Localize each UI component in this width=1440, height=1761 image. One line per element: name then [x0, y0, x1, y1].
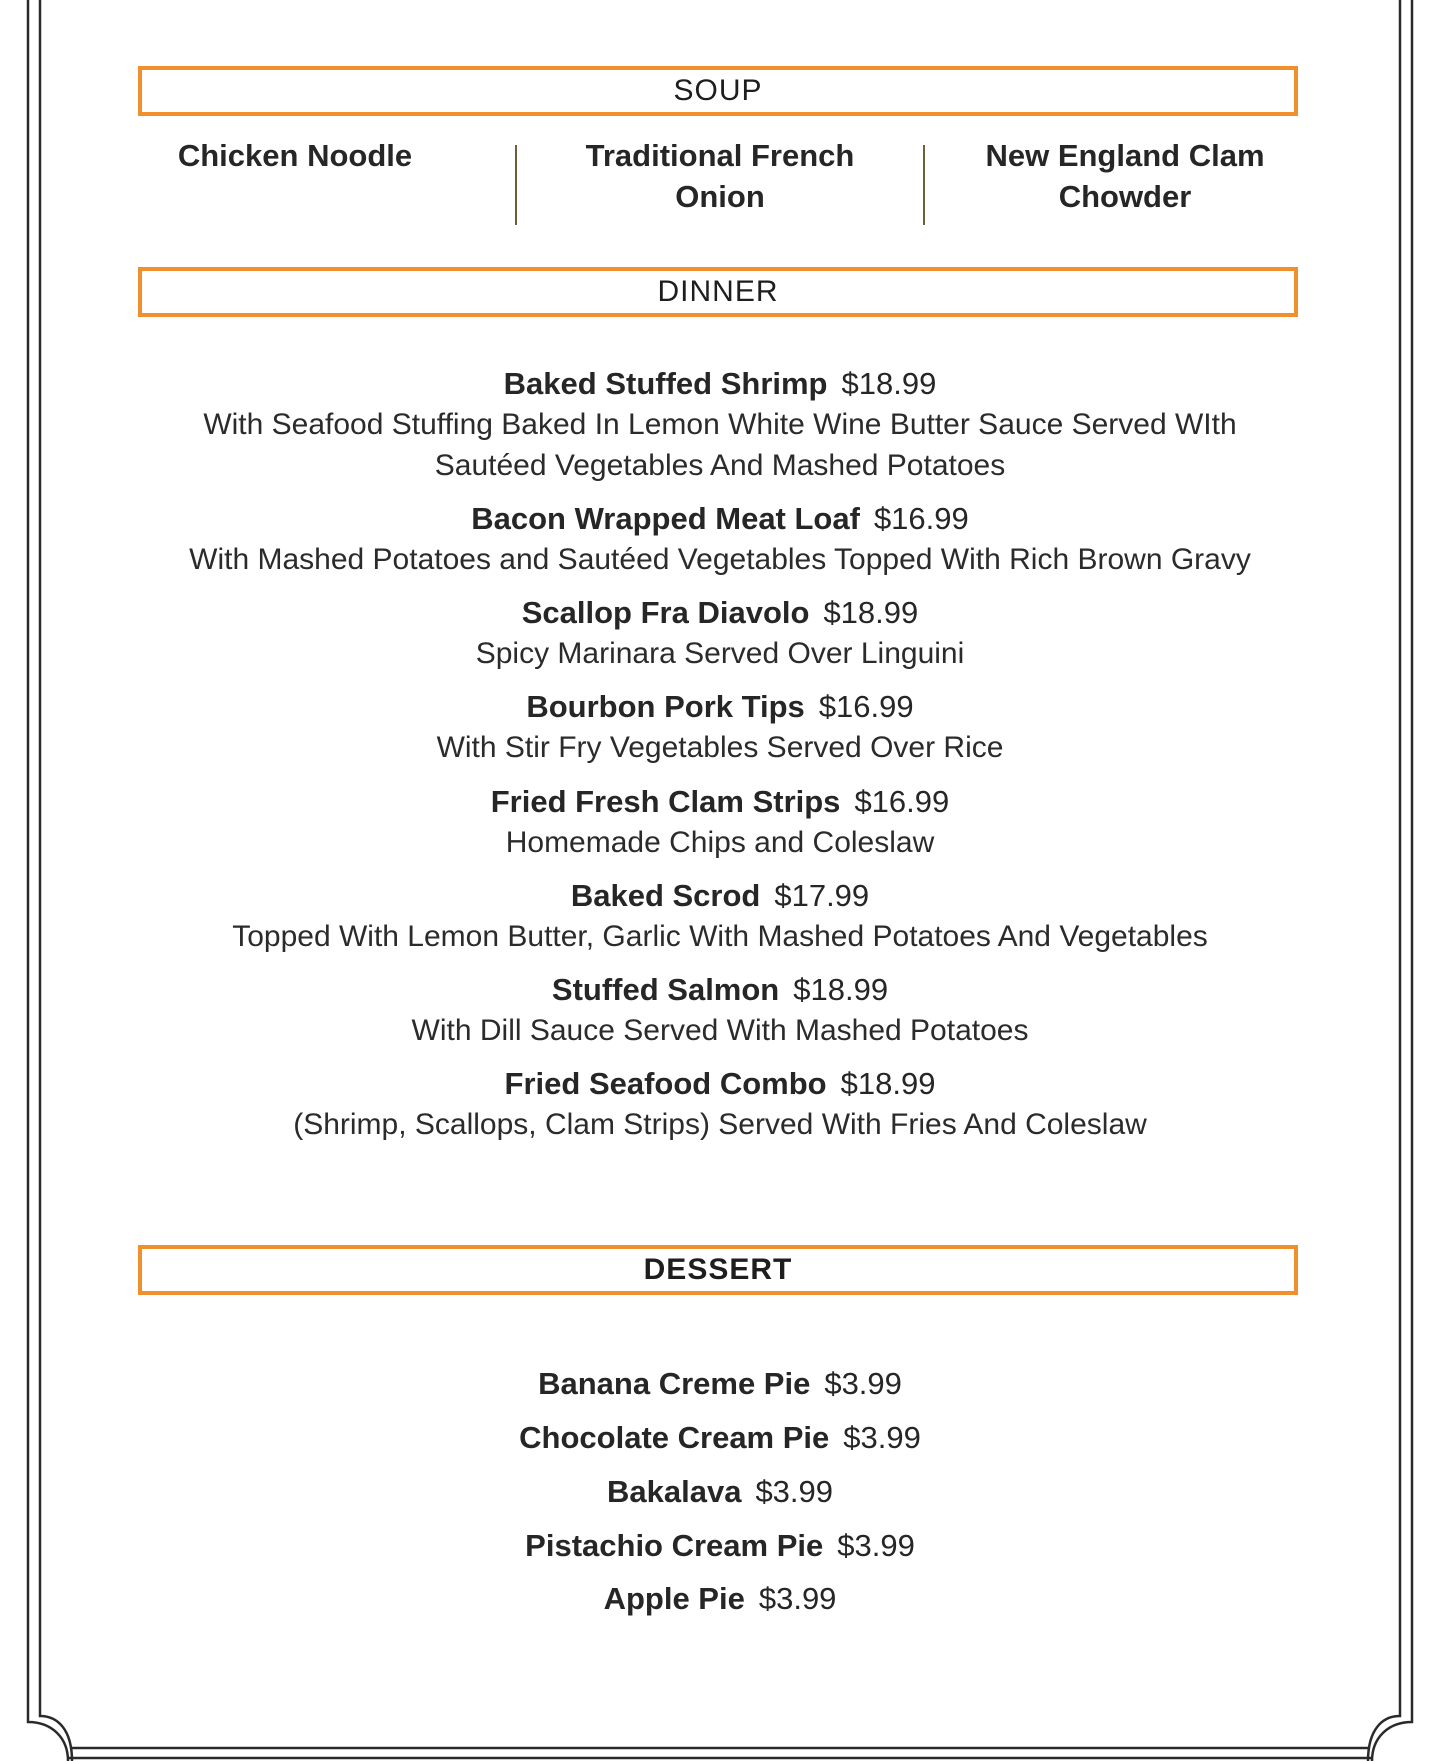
- soup-list: [130, 135, 1310, 225]
- dinner-item-name: Bacon Wrapped Meat Loaf: [471, 501, 860, 536]
- dinner-item: [130, 970, 1310, 1051]
- dinner-item-name: Fried Fresh Clam Strips: [490, 784, 841, 819]
- dessert-item-name: Bakalava: [606, 1474, 742, 1509]
- dinner-item-name: Fried Seafood Combo: [504, 1066, 827, 1101]
- dessert-item: [130, 1472, 1310, 1512]
- dinner-item: [130, 687, 1310, 768]
- dessert-item-price: $3.99: [824, 1366, 902, 1401]
- soup-section-title: SOUP: [673, 74, 763, 107]
- dinner-item: [130, 364, 1310, 486]
- dinner-item-price: $18.99: [823, 595, 919, 630]
- dinner-item-name: Stuffed Salmon: [551, 972, 780, 1007]
- dinner-item-description: Spicy Marinara Served Over Linguini: [475, 637, 965, 670]
- dinner-item-description: With Seafood Stuffing Baked In Lemon White Wine Butter Sauce Served WIth Sautéed Vegetables And Mashed Potatoes: [203, 408, 1237, 482]
- dessert-section-title: DESSERT: [643, 1253, 793, 1286]
- dessert-item-name: Chocolate Cream Pie: [519, 1420, 830, 1455]
- soup-section-header: [138, 66, 1298, 116]
- soup-divider: [515, 145, 517, 225]
- dinner-item: [130, 593, 1310, 674]
- dinner-item-description: Homemade Chips and Coleslaw: [505, 826, 935, 859]
- soup-divider: [923, 145, 925, 225]
- dessert-item-price: $3.99: [758, 1581, 837, 1616]
- dinner-item-price: $16.99: [854, 784, 950, 819]
- dessert-item: [130, 1364, 1310, 1404]
- dinner-item-price: $18.99: [840, 1066, 936, 1101]
- dinner-item-price: $18.99: [793, 972, 889, 1007]
- dinner-section-header: [138, 267, 1298, 317]
- dinner-item-description: (Shrimp, Scallops, Clam Strips) Served With Fries And Coleslaw: [293, 1108, 1147, 1141]
- dessert-item-price: $3.99: [837, 1528, 915, 1563]
- dessert-item-price: $3.99: [755, 1474, 834, 1509]
- dinner-item-price: $18.99: [841, 366, 937, 401]
- dessert-item: [130, 1579, 1310, 1619]
- soup-item: Chicken Noodle: [177, 138, 413, 173]
- dinner-item-name: Bourbon Pork Tips: [526, 689, 805, 724]
- dessert-item-price: $3.99: [843, 1420, 921, 1455]
- dinner-item-description: With Stir Fry Vegetables Served Over Rice: [436, 731, 1004, 764]
- dinner-item-name: Scallop Fra Diavolo: [521, 595, 810, 630]
- dinner-item-name: Baked Scrod: [570, 878, 761, 913]
- dinner-item: [130, 499, 1310, 580]
- dinner-item-description: With Dill Sauce Served With Mashed Potatoes: [411, 1014, 1029, 1047]
- soup-item: Traditional French Onion: [585, 138, 855, 214]
- dinner-item-price: $17.99: [774, 878, 870, 913]
- dinner-item: [130, 876, 1310, 957]
- soup-item: New England Clam Chowder: [985, 138, 1265, 214]
- dessert-item-name: Banana Creme Pie: [538, 1366, 811, 1401]
- dinner-item: [130, 1064, 1310, 1145]
- dessert-item: [130, 1418, 1310, 1458]
- dinner-item: [130, 782, 1310, 863]
- dinner-item-price: $16.99: [873, 501, 969, 536]
- dinner-section-title: DINNER: [657, 275, 779, 308]
- dessert-item-name: Pistachio Cream Pie: [525, 1528, 824, 1563]
- dinner-item-price: $16.99: [818, 689, 914, 724]
- dessert-section-header: [138, 1245, 1298, 1295]
- dinner-item-description: With Mashed Potatoes and Sautéed Vegetables Topped With Rich Brown Gravy: [189, 543, 1251, 576]
- dinner-item-name: Baked Stuffed Shrimp: [503, 366, 828, 401]
- dessert-item-name: Apple Pie: [603, 1581, 745, 1616]
- dessert-item: [130, 1526, 1310, 1566]
- dinner-item-description: Topped With Lemon Butter, Garlic With Mashed Potatoes And Vegetables: [232, 920, 1208, 953]
